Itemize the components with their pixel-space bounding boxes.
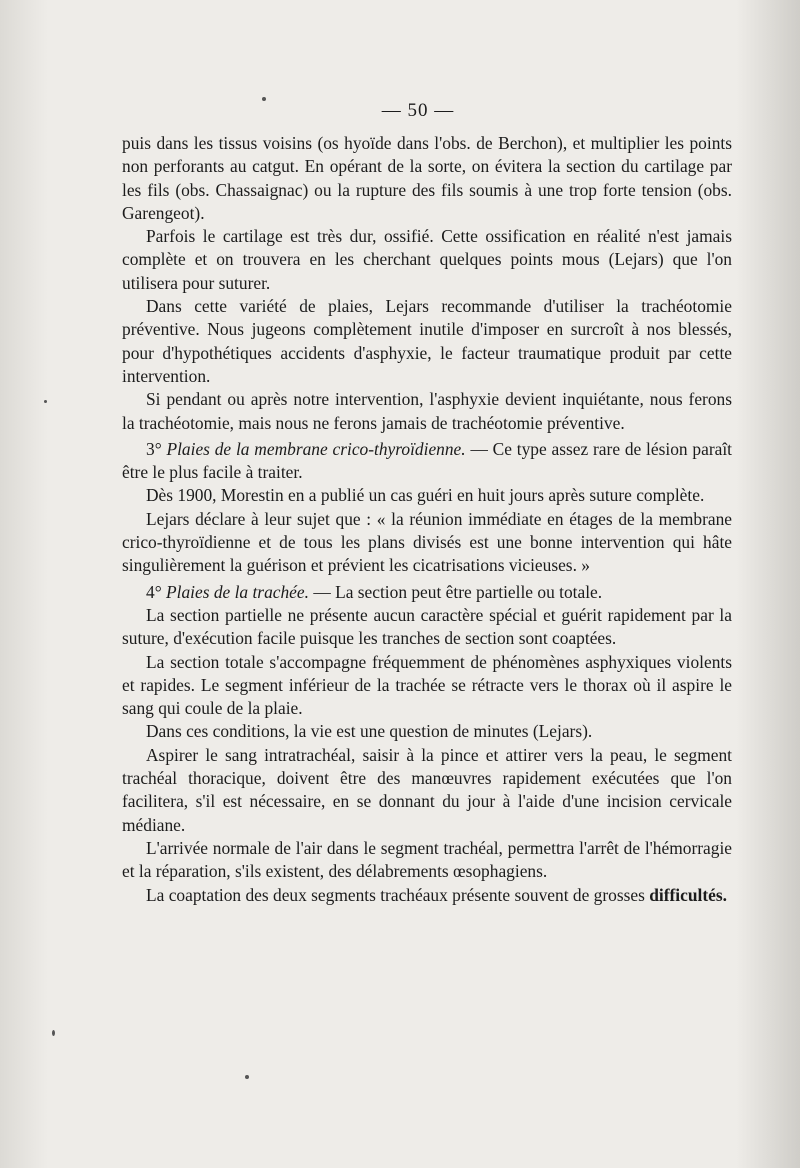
page-number: — 50 — (381, 100, 455, 121)
section-number-3: 3° (146, 438, 162, 459)
scan-speck (245, 1075, 249, 1079)
paragraph-10: La section totale s'accompagne fréquemment de phénomènes asphyxiques violents et rapides. Le segment inférieur de la trachée se rétracte vers le thorax où il aspire le sang qui coule de la plaie. (122, 651, 732, 719)
scan-speck (52, 1030, 55, 1036)
paragraph-6: Dès 1900, Morestin en a publié un cas guéri en huit jours après suture complète. (146, 485, 705, 506)
section-title-4: Plaies de la trachée. (166, 581, 309, 602)
section-heading-3 (122, 438, 732, 485)
section-text-3: — Ce type assez rare de lésion paraît être le plus facile à traiter. (122, 438, 732, 483)
body-text (122, 132, 732, 907)
paragraph-9: La section partielle ne présente aucun caractère spécial et guérit rapidement par la suture, d'exécution facile puisque les tranches de section sont coaptées. (122, 604, 732, 649)
paragraph-14-end: difficultés. (649, 884, 727, 905)
paragraph-13: L'arrivée normale de l'air dans le segment trachéal, permettra l'arrêt de l'hémorragie et la réparation, s'ils existent, des délabrements œsophagiens. (122, 837, 732, 882)
section-title-3: Plaies de la membrane crico-thyroïdienne. (166, 438, 466, 459)
paragraph-3: Dans cette variété de plaies, Lejars recommande d'utiliser la trachéotomie préventive. Nous jugeons complètement inutile d'imposer en surcroît à nos blessés, pour d'hypothétiques accidents d'asphyxie, le facteur traumatique produit par cette intervention. (122, 296, 732, 386)
paragraph-7: Lejars déclare à leur sujet que : « la réunion immédiate en étages de la membrane crico-thyroïdienne et de tous les plans divisés est une bonne intervention qui hâte singulièrement la guérison et prévient les cicatrisations vicieuses. » (122, 508, 732, 576)
paragraph-4: Si pendant ou après notre intervention, l'asphyxie devient inquiétante, nous ferons la trachéotomie, mais nous ne ferons jamais de trachéotomie préventive. (122, 389, 732, 433)
section-number-4: 4° (146, 581, 162, 602)
paragraph-14-text: La coaptation des deux segments trachéaux présente souvent de grosses (146, 884, 645, 905)
paragraph-1: puis dans les tissus voisins (os hyoïde dans l'obs. de Berchon), et multiplier les points non perforants au catgut. En opérant de la sorte, on évitera la section du cartilage par les fils (obs. Chassaignac) ou la rupture des fils soumis à une trop forte tension (obs. Garengeot). (122, 133, 732, 223)
paragraph-11: Dans ces conditions, la vie est une question de minutes (Lejars). (146, 721, 593, 742)
paragraph-12: Aspirer le sang intratrachéal, saisir à la pince et attirer vers la peau, le segment trachéal thoracique, doivent être des manœuvres rapidement exécutées que l'on facilitera, s'il est nécessaire, en se donnant du jour à l'aide d'une incision cervicale médiane. (122, 744, 732, 835)
scan-speck (44, 400, 47, 403)
section-text-4: — La section peut être partielle ou totale. (313, 581, 603, 602)
scan-speck (262, 97, 266, 101)
section-heading-4 (122, 581, 732, 604)
paragraph-14 (122, 884, 732, 907)
paragraph-2: Parfois le cartilage est très dur, ossifié. Cette ossification en réalité n'est jamais complète et on trouvera en les cherchant quelques points mous (Lejars) que l'on utilisera pour suturer. (122, 226, 732, 293)
